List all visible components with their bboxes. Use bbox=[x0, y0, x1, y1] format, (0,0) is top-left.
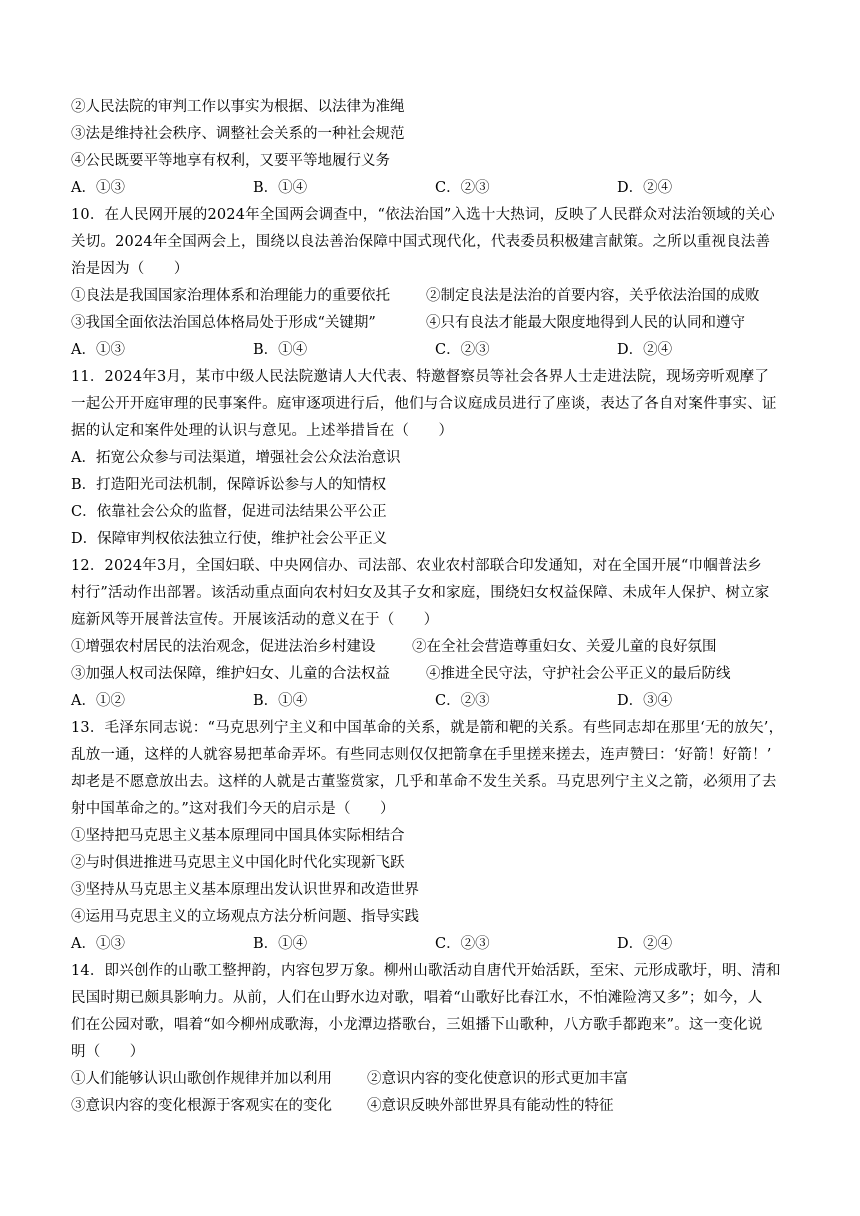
q9-statement-2: ②人民法院的审判工作以事实为根据、以法律为准绳 bbox=[71, 99, 405, 115]
q13-statement-2: ②与时俱进推进马克思主义中国化时代化实现新飞跃 bbox=[71, 855, 405, 871]
q13-option-a[interactable]: A．①③ bbox=[71, 936, 125, 952]
q10-statements-row-1 bbox=[71, 286, 791, 306]
q9-option-a[interactable]: A．①③ bbox=[71, 180, 125, 196]
q12-stem-line-2: 村行”活动作出部署。该活动重点面向农村妇女及其子女和家庭，围绕妇女权益保障、未成年人保护、树立家 bbox=[71, 585, 770, 601]
q10-statement-3: ③我国全面依法治国总体格局处于形成“关键期” bbox=[71, 315, 376, 331]
q12-option-b[interactable]: B．①④ bbox=[253, 693, 308, 709]
q13-stem-line-1: 13．毛泽东同志说：“马克思列宁主义和中国革命的关系，就是箭和靶的关系。有些同志却在那里‘无的放矢’， bbox=[71, 720, 784, 736]
q12-statement-3: ③加强人权司法保障，维护妇女、儿童的合法权益 bbox=[71, 666, 390, 682]
q11-stem-line-1: 11．2024年3月，某市中级人民法院邀请人大代表、特邀督察员等社会各界人士走进法院，现场旁听观摩了 bbox=[71, 369, 770, 385]
q14-statement-3: ③意识内容的变化根源于客观实在的变化 bbox=[71, 1098, 332, 1114]
q9-option-b[interactable]: B．①④ bbox=[253, 180, 308, 196]
q11-option-c[interactable]: C．依靠社会公众的监督，促进司法结果公平公正 bbox=[71, 504, 387, 520]
q9-statement-3: ③法是维持社会秩序、调整社会关系的一种社会规范 bbox=[71, 126, 405, 142]
q14-statement-4: ④意识反映外部世界具有能动性的特征 bbox=[367, 1098, 614, 1114]
q13-stem-line-4: 射中国革命之的。”这对我们今天的启示是（ ） bbox=[71, 801, 395, 817]
q14-stem-line-2: 民国时期已颇具影响力。从前，人们在山野水边对歌，唱着“山歌好比春江水，不怕滩险湾又多”；如今，人 bbox=[71, 990, 763, 1006]
q12-stem-line-1: 12．2024年3月，全国妇联、中央网信办、司法部、农业农村部联合印发通知，对在全国开展“巾帼普法乡 bbox=[71, 558, 762, 574]
q13-stem-line-3: 却老是不愿意放出去。这样的人就是古董鉴赏家，几乎和革命不发生关系。马克思列宁主义之箭，必须用了去 bbox=[71, 774, 777, 790]
q13-statement-3: ③坚持从马克思主义基本原理出发认识世界和改造世界 bbox=[71, 882, 419, 898]
q13-statement-1: ①坚持把马克思主义基本原理同中国具体实际相结合 bbox=[71, 828, 405, 844]
q10-statement-2: ②制定良法是法治的首要内容，关乎依法治国的成败 bbox=[426, 288, 760, 304]
q9-option-c[interactable]: C．②③ bbox=[435, 180, 490, 196]
q13-option-b[interactable]: B．①④ bbox=[253, 936, 308, 952]
q11-stem-line-2: 一起公开开庭审理的民事案件。庭审逐项进行后，他们与合议庭成员进行了座谈，表达了各自对案件事实、证 bbox=[71, 396, 777, 412]
q12-statement-4: ④推进全民守法，守护社会公平正义的最后防线 bbox=[426, 666, 731, 682]
q10-stem-line-1: 10．在人民网开展的2024年全国两会调查中，“依法治国”入选十大热词，反映了人民群众对法治领域的关心 bbox=[71, 207, 775, 223]
q11-option-a[interactable]: A．拓宽公众参与司法渠道，增强社会公众法治意识 bbox=[71, 450, 401, 466]
q12-statements-row-2 bbox=[71, 664, 791, 684]
q11-stem-line-3: 据的认定和案件处理的认识与意见。上述举措旨在（ ） bbox=[71, 423, 454, 439]
q14-stem-line-4: 明（ ） bbox=[71, 1044, 145, 1060]
q13-option-c[interactable]: C．②③ bbox=[435, 936, 490, 952]
q10-option-a[interactable]: A．①③ bbox=[71, 342, 125, 358]
q13-options bbox=[71, 934, 791, 954]
q10-option-b[interactable]: B．①④ bbox=[253, 342, 308, 358]
q9-statement-4: ④公民既要平等地享有权利，又要平等地履行义务 bbox=[71, 153, 390, 169]
q10-options bbox=[71, 340, 791, 360]
q14-stem-line-1: 14．即兴创作的山歌工整押韵，内容包罗万象。柳州山歌活动自唐代开始活跃，至宋、元形成歌圩，明、清和 bbox=[71, 963, 781, 979]
q13-statement-4: ④运用马克思主义的立场观点方法分析问题、指导实践 bbox=[71, 909, 419, 925]
q12-statement-2: ②在全社会营造尊重妇女、关爱儿童的良好氛围 bbox=[412, 639, 717, 655]
q12-statement-1: ①增强农村居民的法治观念，促进法治乡村建设 bbox=[71, 639, 376, 655]
q10-stem-line-2: 关切。2024年全国两会上，围绕以良法善治保障中国式现代化，代表委员积极建言献策。之所以重视良法善 bbox=[71, 234, 771, 250]
q12-option-a[interactable]: A．①② bbox=[71, 693, 125, 709]
q12-option-c[interactable]: C．②③ bbox=[435, 693, 490, 709]
q14-statement-2: ②意识内容的变化使意识的形式更加丰富 bbox=[367, 1071, 628, 1087]
q12-statements-row-1 bbox=[71, 637, 791, 657]
q14-statement-1: ①人们能够认识山歌创作规律并加以利用 bbox=[71, 1071, 332, 1087]
q10-option-c[interactable]: C．②③ bbox=[435, 342, 490, 358]
q10-statement-4: ④只有良法才能最大限度地得到人民的认同和遵守 bbox=[426, 315, 745, 331]
q14-statements-row-1 bbox=[71, 1069, 791, 1089]
q14-statements-row-2 bbox=[71, 1096, 791, 1116]
q12-options bbox=[71, 691, 791, 711]
q10-statement-1: ①良法是我国国家治理体系和治理能力的重要依托 bbox=[71, 288, 390, 304]
q13-option-d[interactable]: D．②④ bbox=[617, 936, 673, 952]
q10-option-d[interactable]: D．②④ bbox=[617, 342, 673, 358]
q9-options bbox=[71, 178, 791, 198]
q11-option-b[interactable]: B．打造阳光司法机制，保障诉讼参与人的知情权 bbox=[71, 477, 387, 493]
q9-option-d[interactable]: D．②④ bbox=[617, 180, 673, 196]
q13-stem-line-2: 乱放一通，这样的人就容易把革命弄坏。有些同志则仅仅把箭拿在手里搓来搓去，连声赞曰：‘好箭！好箭！’ bbox=[71, 747, 772, 763]
q10-stem-line-3: 治是因为（ ） bbox=[71, 261, 189, 277]
q12-stem-line-3: 庭新风等开展普法宣传。开展该活动的意义在于（ ） bbox=[71, 612, 439, 628]
q14-stem-line-3: 们在公园对歌，唱着“如今柳州成歌海，小龙潭边搭歌台，三姐播下山歌种，八方歌手都跑来”。这一变化说 bbox=[71, 1017, 763, 1033]
q12-option-d[interactable]: D．③④ bbox=[617, 693, 673, 709]
q11-option-d[interactable]: D．保障审判权依法独立行使，维护社会公平正义 bbox=[71, 531, 388, 547]
q10-statements-row-2 bbox=[71, 313, 791, 333]
